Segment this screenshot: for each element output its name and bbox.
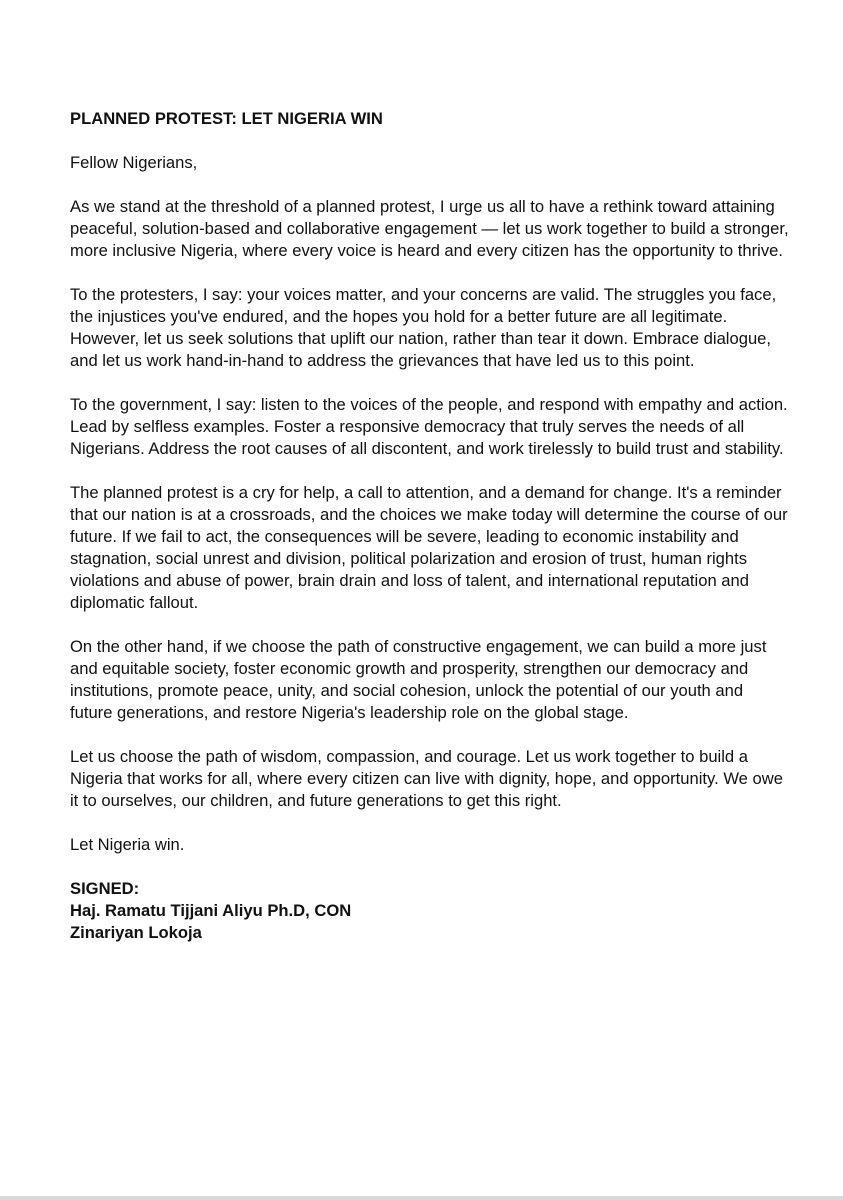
paragraph-intro: As we stand at the threshold of a planned protest, I urge us all to have a rethink toward attaining peaceful, solution-based and collaborative engagement — let us work together to build a stronger, more inclusive Nigeria, where every voice is heard and every citizen has the opportunity to thrive. (70, 197, 789, 260)
signatory-title: Zinariyan Lokoja (70, 923, 202, 942)
paragraph-consequences: The planned protest is a cry for help, a call to attention, and a demand for change. It's a reminder that our nation is at a crossroads, and the choices we make today will determine the course of our future. If we fail to act, the consequences will be severe, leading to economic instability and stagnation, social unrest and division, political polarization and erosion of trust, human rights violations and abuse of power, brain drain and loss of talent, and international reputation and diplomatic fallout. (70, 483, 788, 612)
paragraph-protesters: To the protesters, I say: your voices matter, and your concerns are valid. The struggles you face, the injustices you've endured, and the hopes you hold for a better future are all legitimate. However, let us seek solutions that uplift our nation, rather than tear it down. Embrace dialogue, and let us work hand-in-hand to address the grievances that have led us to this point. (70, 285, 777, 370)
closing-line: Let Nigeria win. (70, 835, 185, 854)
paragraph-call-to-action: Let us choose the path of wisdom, compassion, and courage. Let us work together to build a Nigeria that works for all, where every citizen can live with dignity, hope, and opportunity. We owe it to ourselves, our children, and future generations to get this right. (70, 747, 783, 810)
signatory-name: Haj. Ramatu Tijjani Aliyu Ph.D, CON (70, 901, 352, 920)
paragraph-government: To the government, I say: listen to the voices of the people, and respond with empathy and action. Lead by selfless examples. Foster a responsive democracy that truly serves the needs of all Nigerians. Address the root causes of all discontent, and work tirelessly to build trust and stability. (70, 395, 788, 458)
letter-body (70, 108, 790, 944)
signature-label: SIGNED: (70, 879, 140, 898)
document-title: PLANNED PROTEST: LET NIGERIA WIN (70, 109, 383, 128)
page-bottom-edge (0, 1196, 843, 1200)
paragraph-constructive-engagement: On the other hand, if we choose the path of constructive engagement, we can build a more just and equitable society, foster economic growth and prosperity, strengthen our democracy and institutions, promote peace, unity, and social cohesion, unlock the potential of our youth and future generations, and restore Nigeria's leadership role on the global stage. (70, 637, 767, 722)
salutation: Fellow Nigerians, (70, 153, 198, 172)
signature-block (70, 878, 790, 944)
